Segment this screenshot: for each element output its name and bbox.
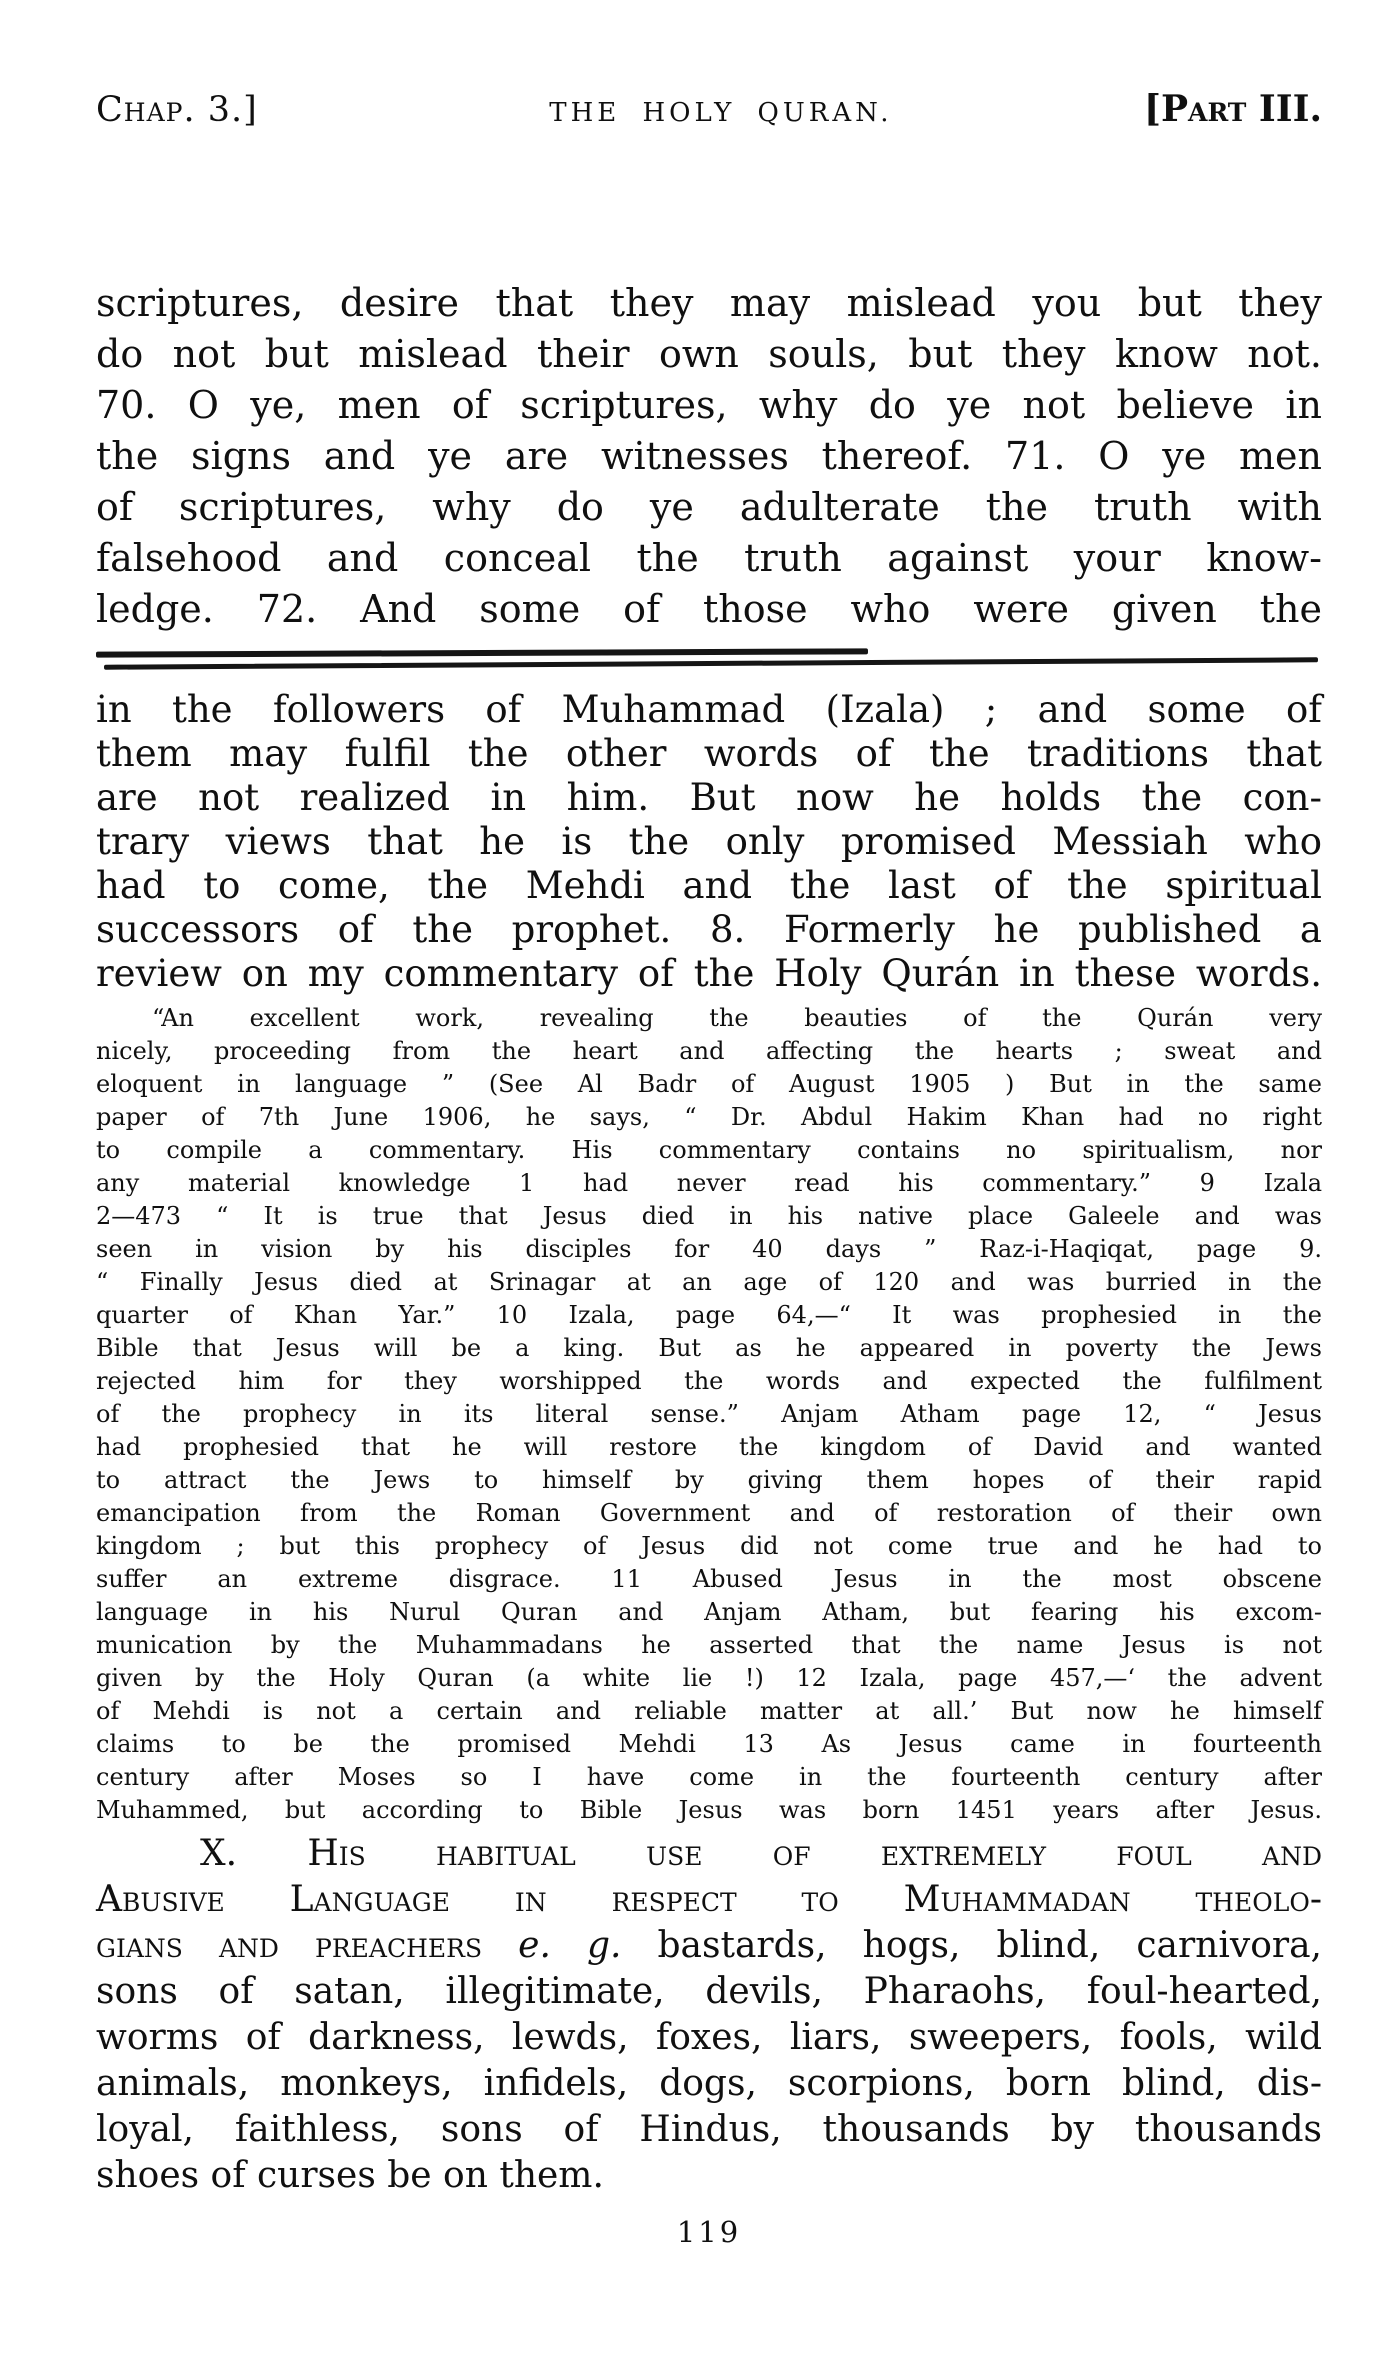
text-line: munication by the Muhammadans he asserted that the name Jesus is not: [96, 1631, 1322, 1659]
text-line: seen in vision by his disciples for 40 days ” Raz-i-Haqiqat, page 9.: [96, 1235, 1322, 1263]
footnote-paragraph: [96, 1002, 1322, 1827]
text-line: 70. O ye, men of scriptures, why do ye not believe in: [96, 383, 1322, 427]
text-line: quarter of Khan Yar.” 10 Izala, page 64,—“ It was prophesied in the: [96, 1301, 1322, 1329]
text-line: [96, 1877, 1322, 1923]
text-run: e. g.: [518, 1925, 622, 1966]
text-line: them may fulfil the other words of the traditions that: [96, 732, 1322, 775]
text-line: paper of 7th June 1906, he says, “ Dr. Abdul Hakim Khan had no right: [96, 1103, 1322, 1131]
text-line: of Mehdi is not a certain and reliable matter at all.’ But now he himself: [96, 1697, 1322, 1725]
text-line: had prophesied that he will restore the kingdom of David and wanted: [96, 1433, 1322, 1461]
text-run: Abusive Language in respect to Muhammadan theolo-: [96, 1879, 1322, 1920]
text-line: do not but mislead their own souls, but they know not.: [96, 332, 1322, 376]
page-header: [96, 88, 1322, 136]
text-line: Muhammed, but according to Bible Jesus was born 1451 years after Jesus.: [96, 1796, 1322, 1824]
text-run: gians and preachers: [96, 1925, 519, 1966]
chapter-label: Chap. 3.]: [96, 90, 258, 130]
text-line: of scriptures, why do ye adulterate the truth with: [96, 485, 1322, 529]
text-line: Bible that Jesus will be a king. But as he appeared in poverty the Jews: [96, 1334, 1322, 1362]
page-number: 119: [676, 2215, 742, 2249]
text-line: review on my commentary of the Holy Qurán in these words.: [96, 952, 1322, 995]
text-line: suffer an extreme disgrace. 11 Abused Jesus in the most obscene: [96, 1565, 1322, 1593]
text-line: shoes of curses be on them.: [96, 2155, 604, 2196]
text-line: eloquent in language ” (See Al Badr of August 1905 ) But in the same: [96, 1070, 1322, 1098]
text-line: language in his Nurul Quran and Anjam Atham, but fearing his excom-: [96, 1598, 1322, 1626]
text-line: century after Moses so I have come in the fourteenth century after: [96, 1763, 1322, 1791]
text-line: worms of darkness, lewds, foxes, liars, sweepers, fools, wild: [96, 2017, 1322, 2058]
text-line: “ Finally Jesus died at Srinagar at an age of 120 and was burried in the: [96, 1268, 1322, 1296]
text-line: claims to be the promised Mehdi 13 As Jesus came in fourteenth: [96, 1730, 1322, 1758]
text-line: “An excellent work, revealing the beauties of the Qurán very: [152, 1004, 1322, 1032]
section-x-paragraph: [96, 1831, 1322, 2199]
text-line: kingdom ; but this prophecy of Jesus did not come true and he had to: [96, 1532, 1322, 1560]
text-run: X.: [200, 1833, 308, 1874]
text-line: are not realized in him. But now he holds the con-: [96, 776, 1322, 819]
text-line: to attract the Jews to himself by giving them hopes of their rapid: [96, 1466, 1322, 1494]
text-run: His habitual use of extremely foul and: [307, 1833, 1322, 1874]
text-line: rejected him for they worshipped the words and expected the fulfilment: [96, 1367, 1322, 1395]
commentary-paragraph: [96, 688, 1322, 996]
part-label: [Part III.: [1143, 88, 1322, 130]
text-line: any material knowledge 1 had never read his commentary.” 9 Izala: [96, 1169, 1322, 1197]
text-run: bastards, hogs, blind, carnivora,: [621, 1925, 1322, 1966]
text-line: to compile a commentary. His commentary contains no spiritualism, nor: [96, 1136, 1322, 1164]
separator-rule-bottom: [104, 657, 1318, 669]
text-line: 2—473 “ It is true that Jesus died in his native place Galeele and was: [96, 1202, 1322, 1230]
separator-rule-top: [96, 648, 868, 657]
section-separator: [96, 644, 1322, 674]
text-line: [96, 1923, 1322, 1969]
text-line: ledge. 72. And some of those who were given the: [96, 587, 1322, 631]
quran-verse-paragraph: [96, 278, 1322, 635]
text-line: the signs and ye are witnesses thereof. 71. O ye men: [96, 434, 1322, 478]
text-line: of the prophecy in its literal sense.” Anjam Atham page 12, “ Jesus: [96, 1400, 1322, 1428]
text-line: falsehood and conceal the truth against your know-: [96, 536, 1322, 580]
text-line: given by the Holy Quran (a white lie !) 12 Izala, page 457,—‘ the advent: [96, 1664, 1322, 1692]
text-line: sons of satan, illegitimate, devils, Pharaohs, foul-hearted,: [96, 1971, 1322, 2012]
text-line: scriptures, desire that they may mislead you but they: [96, 281, 1322, 325]
text-line: emancipation from the Roman Government and of restoration of their own: [96, 1499, 1322, 1527]
text-line: animals, monkeys, infidels, dogs, scorpions, born blind, dis-: [96, 2063, 1322, 2104]
text-line: successors of the prophet. 8. Formerly he published a: [96, 908, 1322, 951]
text-line: had to come, the Mehdi and the last of the spiritual: [96, 864, 1322, 907]
text-line: [96, 1831, 1322, 1877]
text-line: loyal, faithless, sons of Hindus, thousands by thousands: [96, 2109, 1322, 2150]
text-line: nicely, proceeding from the heart and affecting the hearts ; sweat and: [96, 1037, 1322, 1065]
text-line: trary views that he is the only promised Messiah who: [96, 820, 1322, 863]
text-line: in the followers of Muhammad (Izala) ; and some of: [96, 688, 1322, 731]
running-title: THE HOLY QURAN.: [549, 98, 893, 128]
